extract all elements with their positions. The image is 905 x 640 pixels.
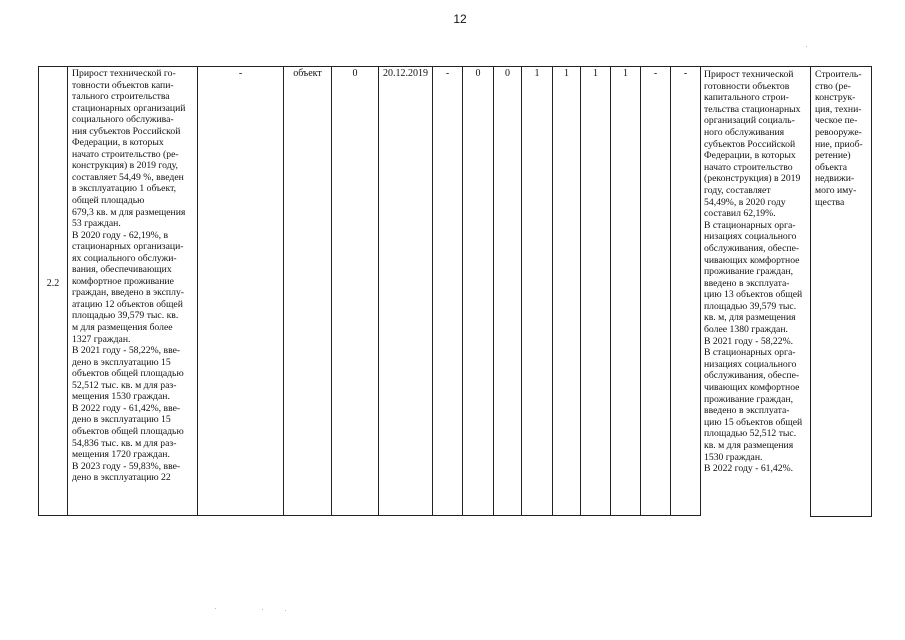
result-top-border	[700, 66, 811, 67]
col-border	[38, 66, 39, 516]
col-border	[493, 66, 494, 516]
cell-year-2: 0	[475, 68, 481, 79]
table-top-border	[38, 66, 700, 67]
scan-speck	[215, 608, 216, 609]
cell-year-4: 1	[534, 68, 540, 79]
row-number: 2.2	[46, 278, 60, 289]
result-text: Прирост технической готовности объектов капитального строи- тельства стационарных организаций социаль- ного обслуживания субъектов Российской Федерации, в которых начато строительство (реконструкция) в 2019 году, составляет 54,49%, в 2020 году составил 62,19%. В стационарных орга- низациях социального обслуживания, обеспе- чивающих комфортное проживание граждан, введено в эксплуата- цию 13 объектов общей площадью 39,579 тыс. кв. м, для размещения более 1380 граждан. В 2021 году - 58,22%. В стационарных орга- низациях социального обслуживания, обеспе- чивающих комфортное проживание граждан, введено в эксплуата- цию 15 объектов общей площадью 52,512 тыс. кв. м для размещения 1530 граждан. В 2022 году - 61,42%.	[704, 69, 803, 475]
cell-year-1: -	[445, 68, 450, 79]
col-border	[462, 66, 463, 516]
page-number: 12	[453, 12, 467, 26]
cell-year-9: -	[683, 68, 688, 79]
scan-speck	[806, 46, 807, 47]
cell-date: 20.12.2019	[383, 68, 428, 79]
col-border	[610, 66, 611, 516]
type-text: Строитель- ство (ре- конструк- ция, техни- ческое пе- ревооруже- ние, приоб- ретение) объекта недвижи- мого иму- щества	[815, 69, 863, 208]
col-border	[670, 66, 671, 516]
scan-speck	[262, 609, 263, 610]
col-border	[378, 66, 379, 516]
col-border	[67, 66, 68, 516]
table-bottom-border	[38, 515, 700, 516]
cell-year-6: 1	[593, 68, 598, 79]
col-border	[521, 66, 522, 516]
scan-speck	[285, 610, 286, 611]
cell-dash: -	[238, 68, 243, 79]
col-border	[640, 66, 641, 516]
cell-base-value: 0	[352, 68, 358, 79]
cell-year-3: 0	[505, 68, 510, 79]
col-border	[331, 66, 332, 516]
col-border	[700, 66, 701, 516]
type-bottom-border	[810, 516, 872, 517]
type-top-border	[810, 66, 872, 67]
col-border	[552, 66, 553, 516]
cell-year-5: 1	[564, 68, 569, 79]
col-border	[283, 66, 284, 516]
col-border	[580, 66, 581, 516]
cell-year-7: 1	[623, 68, 628, 79]
col-border	[432, 66, 433, 516]
cell-year-8: -	[653, 68, 658, 79]
cell-unit: объект	[293, 68, 322, 79]
row-description: Прирост технической го- товности объектов капи- тального строительства стационарных организаций социального обслужива- ния субъектов Российской Федерации, в которых начато строительство (ре- конструкция) в 2019 году, составляет 54,49 %, введен в эксплуатацию 1 объект, общей площадью 679,3 кв. м для размещения 53 граждан. В 2020 году - 62,19%, в стационарных организаци- ях социального обслужи- вания, обеспечивающих комфортное проживание граждан, введено в эксплу- атацию 12 объектов общей площадью 39,579 тыс. кв. м для размещения более 1327 граждан. В 2021 году - 58,22%, вве- дено в эксплуатацию 15 объектов общей площадью 52,512 тыс. кв. м для раз- мещения 1530 граждан. В 2022 году - 61,42%, вве- дено в эксплуатацию 15 объектов общей площадью 54,836 тыс. кв. м для раз- мещения 1720 граждан. В 2023 году - 59,83%, вве- дено в эксплуатацию 22	[72, 68, 186, 484]
